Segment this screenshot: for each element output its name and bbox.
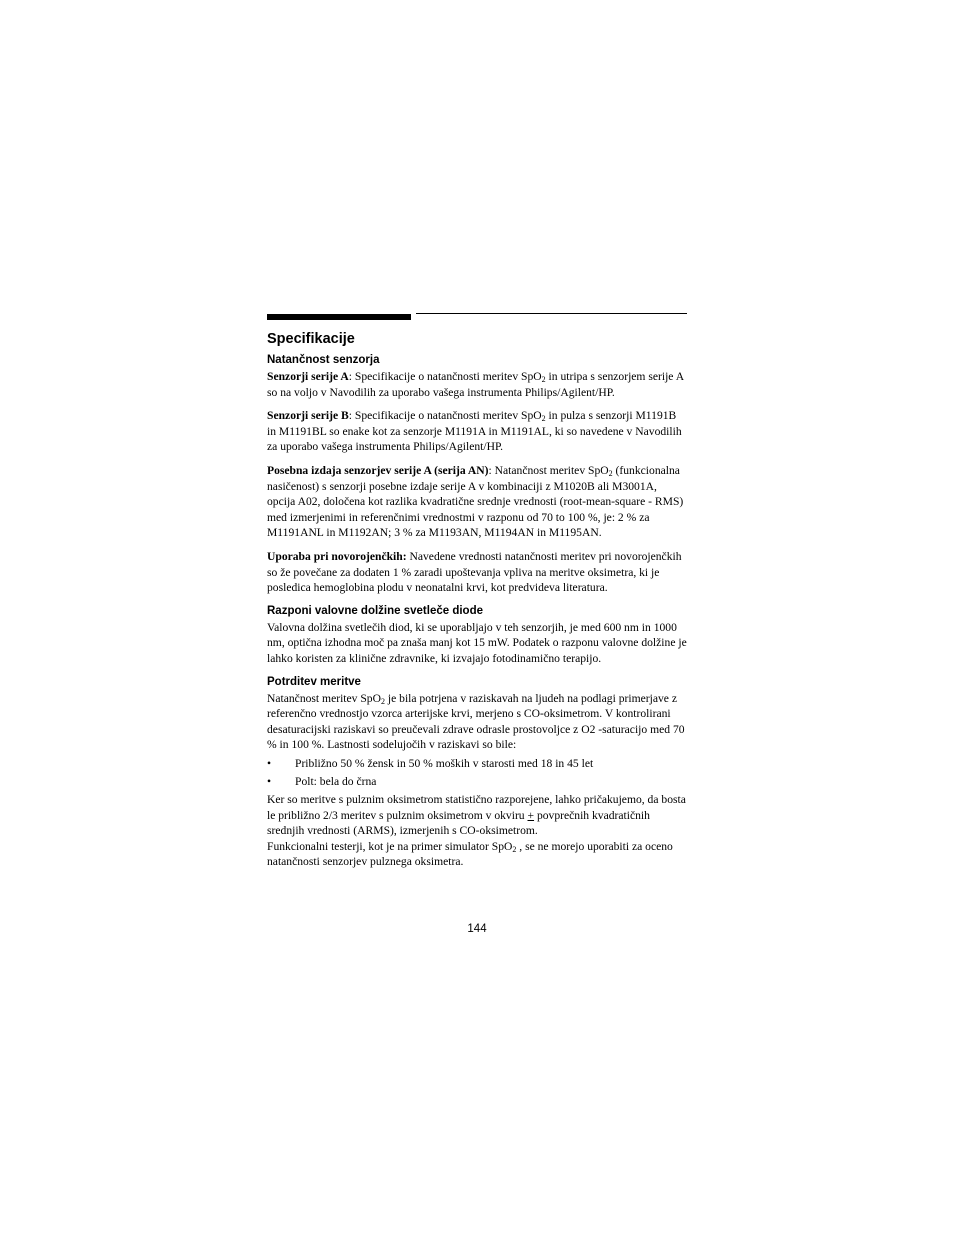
paragraph-led-wavelength: Valovna dolžina svetlečih diod, ki se uporabljajo v teh senzorjih, je med 600 nm in 1000 nm, optična izhodna moč pa znaša manj kot 15 mW. Podatek o razponu valovne dolžine je lahko koristen za klinične zdravnike, ki izvajajo fotodinamično terapijo.	[267, 620, 687, 665]
page-content	[267, 330, 687, 870]
heading-led-wavelength: Razponi valovne dolžine svetleče diode	[267, 604, 484, 617]
section-rule-thick	[267, 314, 411, 320]
label-series-an: Posebna izdaja senzorjev serije A (serija AN)	[267, 463, 489, 477]
bullet-icon: •	[267, 774, 272, 788]
heading-measurement-validation: Potrditev meritve	[267, 675, 361, 688]
heading-sensor-accuracy: Natančnost senzorja	[267, 354, 380, 366]
paragraph-series-b: Senzorji serije B: Specifikacije o natančnosti meritev SpO$_2$ in pulza s senzorji M1191B in M1191BL so enake kot za senzorje M1191A in M1191AL, ki so navedene v Navodilih za uporabo vašega instrumenta Philips/Agilent/HP.	[267, 409, 682, 454]
section-title: Specifikacije	[267, 331, 355, 347]
bullet-icon: •	[267, 756, 272, 770]
list-item: • Polt: bela do črna	[267, 774, 377, 788]
list-item: • Približno 50 % žensk in 50 % moških v starosti med 18 in 45 let	[267, 756, 594, 770]
label-series-b: Senzorji serije B	[267, 409, 349, 423]
paragraph-series-an: Posebna izdaja senzorjev serije A (serija AN): Natančnost meritev SpO$_2$ (funkcionalna nasičenost) s senzorji posebne izdaje serije A v kombinaciji z M1020B ali M3001A, opcija A02, določena kot razlika kvadratične srednje vrednosti (root-mean-square - RMS) med izmerjenimi in referenčnimi vrednostmi v razponu od 70 to 100 %, je: 2 % za M1191ANL in M1192AN; 3 % za M1193AN, M1194AN in M1195AN.	[267, 463, 684, 540]
plus-minus-symbol: +	[527, 808, 535, 822]
participant-list	[267, 756, 687, 790]
page-number: 144	[467, 923, 487, 935]
section-rule-thin	[416, 313, 687, 314]
label-neonatal: Uporaba pri novorojenčkih:	[267, 549, 407, 563]
paragraph-validation: Natančnost meritev SpO$_2$ je bila potrjena v raziskavah na ljudeh na podlagi primerjave z referenčno vrednostjo vzorca arterijske krvi, merjeno s CO-oksimetrom. V kontrolirani desaturacijski raziskavi so preučevali zdrave odrasle prostovoljce z O2 -saturacijo med 70 % in 100 %. Lastnosti sodelujočih v raziskavi so bile:	[267, 691, 685, 752]
paragraph-neonatal: Uporaba pri novorojenčkih: Navedene vrednosti natančnosti meritev pri novorojenčkih so že povečane za dodaten 1 % zaradi upoštevanja vpliva na meritve oksimetra, ki je posledica hemoglobina plodu v neonatalni krvi, kot predvideva literatura.	[267, 549, 682, 595]
label-series-a: Senzorji serije A	[267, 370, 349, 383]
paragraph-testers: Funkcionalni testerji, kot je na primer simulator SpO$_2$ , se ne morejo uporabiti za oceno natančnosti senzorjev pulznega oksimetra.	[267, 839, 673, 869]
paragraph-statistics: Ker so meritve s pulznim oksimetrom statistično razporejene, lahko pričakujemo, da bosta le približno 2/3 meritev s pulznim oksimetrom v okviru + povprečnih kvadratičnih srednjih vrednosti (ARMS), izmerjenih s CO-oksimetrom.	[267, 793, 686, 838]
paragraph-series-a: Senzorji serije A: Specifikacije o natančnosti meritev SpO$_2$ in utripa s senzorjem serije A so na voljo v Navodilih za uporabo vašega instrumenta Philips/Agilent/HP.	[267, 370, 684, 399]
